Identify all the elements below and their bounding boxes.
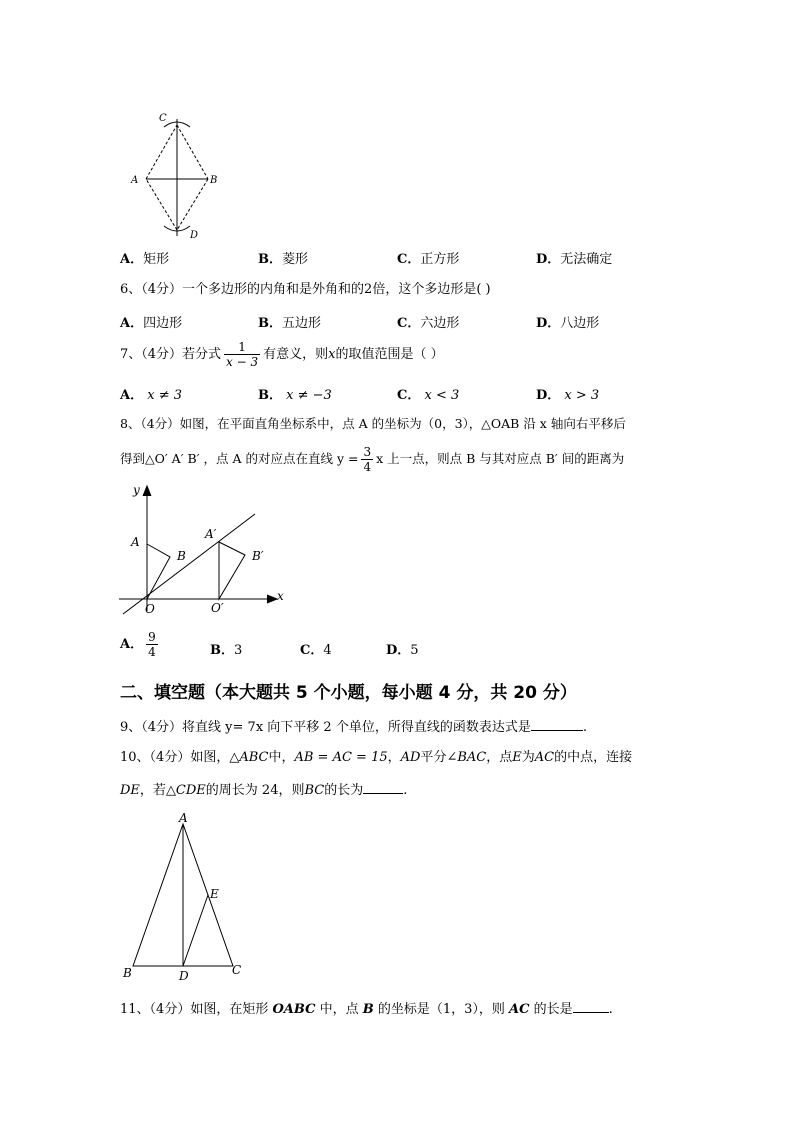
q8-line2: 得到△O′ A′ B′ ，点 A 的对应点在直线 y = $\frac{3}{4}$ x 上一点，则点 B 与其对应点 B′ 间的距离为 <box>120 445 625 474</box>
label-A: A <box>179 811 188 825</box>
q6-stem: 6、（4分）一个多边形的内角和是外角和的2倍，这个多边形是( ) <box>120 282 491 297</box>
q7-stem: 7、（4分）若分式 $\frac{1}{x - 3}$ 有意义，则x的取值范围是（ ） <box>120 340 444 369</box>
axis-x-label: x <box>277 589 284 603</box>
q10-blank[interactable] <box>363 781 403 794</box>
coordinate-figure <box>115 478 295 618</box>
label-C: C <box>159 113 167 124</box>
q9-stem: 9、（4分）将直线 y= 7x 向下平移 2 个单位，所得直线的函数表达式是 . <box>120 720 587 735</box>
label-B: B <box>210 175 218 186</box>
q6-option-d: D．八边形 <box>536 316 600 331</box>
section-title: 二、填空题（本大题共 5 个小题，每小题 4 分，共 20 分） <box>120 683 577 703</box>
label-B-prime: B′ <box>252 549 264 563</box>
q8-option-c: C．4 <box>300 643 332 658</box>
q8-line1: 8、（4分）如图，在平面直角坐标系中，点 A 的坐标为（0，3），△OAB 沿 x 轴向右平移后 <box>120 416 626 431</box>
q7-option-c: C． x < 3 <box>397 388 460 403</box>
q7-option-a: A． x ≠ 3 <box>120 388 182 403</box>
label-C: C <box>232 963 242 977</box>
q8-option-a: A． $\frac{9}{4}$ <box>120 630 156 659</box>
label-A: A <box>131 175 139 186</box>
label-B: B <box>177 549 186 563</box>
label-D: D <box>190 230 199 241</box>
q11-blank[interactable] <box>573 1000 609 1013</box>
label-E: E <box>210 887 219 901</box>
q9-blank[interactable] <box>531 718 583 731</box>
triangle-figure <box>115 810 255 985</box>
label-O-prime: O′ <box>211 601 224 615</box>
label-B: B <box>123 966 132 980</box>
q7-fraction: $\frac{1}{x - 3}$ <box>226 340 259 369</box>
q6-option-c: C．六边形 <box>397 316 460 331</box>
q5-option-c: C．正方形 <box>397 252 460 267</box>
q6-option-a: A．四边形 <box>120 316 183 331</box>
q5-option-a: A．矩形 <box>120 252 170 267</box>
rhombus-figure <box>120 105 230 245</box>
q6-option-b: B．五边形 <box>258 316 322 331</box>
q10-line1: 10、（4分）如图，△ABC中，AB = AC = 15，AD平分∠BAC，点E为AC的中点，连接 <box>120 750 633 765</box>
q8-option-b: B．3 <box>210 643 243 658</box>
label-A: A <box>131 535 140 549</box>
axis-y-label: y <box>133 483 140 497</box>
label-O: O <box>145 602 155 616</box>
q7-option-d: D． x > 3 <box>536 388 600 403</box>
q7-option-b: B． x ≠ −3 <box>258 388 332 403</box>
q5-option-d: D．无法确定 <box>536 252 613 267</box>
label-A-prime: A′ <box>205 527 217 541</box>
q8-option-d: D．5 <box>386 643 419 658</box>
q10-line2: DE，若△CDE的周长为 24，则BC的长为 . <box>120 783 408 798</box>
q8-fraction: $\frac{3}{4}$ <box>363 445 372 474</box>
label-D: D <box>179 969 189 983</box>
q11-stem: 11、（4分）如图，在矩形 OABC 中，点 B 的坐标是（1，3），则 AC 的长是 . <box>120 1002 613 1017</box>
q5-option-b: B．菱形 <box>258 252 309 267</box>
